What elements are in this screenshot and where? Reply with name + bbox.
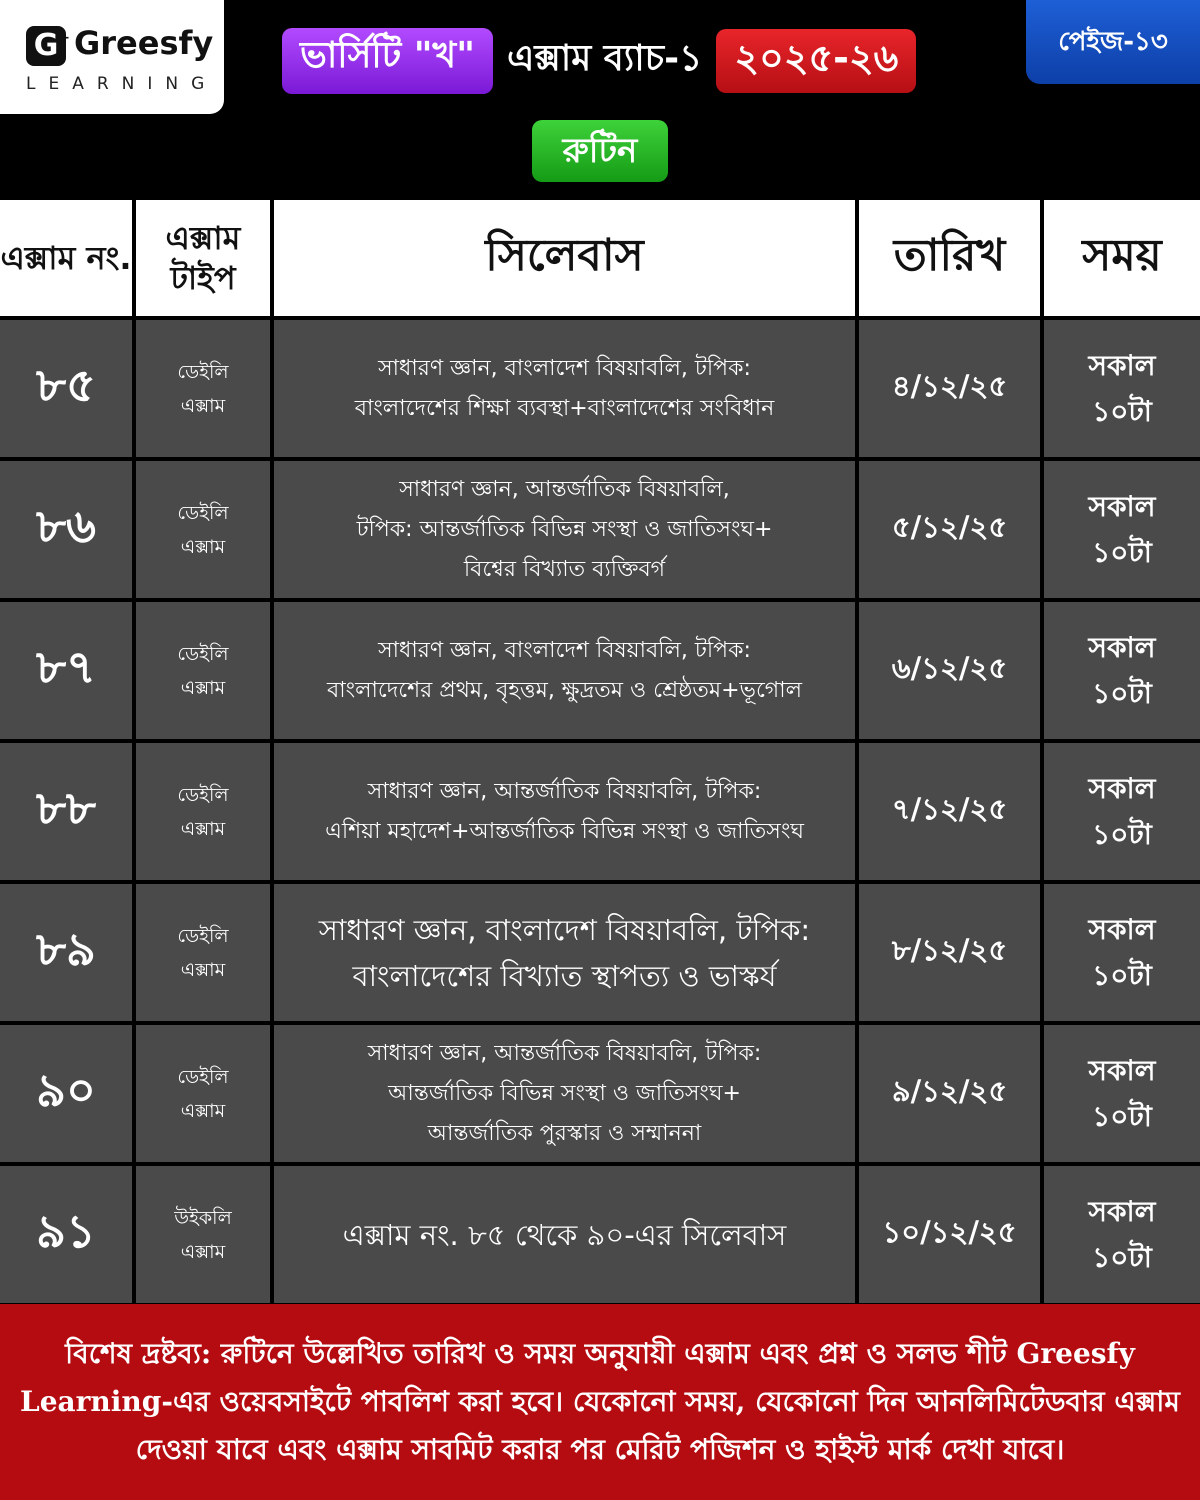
exam-type-line: এক্সাম bbox=[180, 1099, 226, 1122]
exam-time-line: ১০টা bbox=[1092, 817, 1152, 851]
syllabus-line: টপিক: আন্তর্জাতিক বিভিন্ন সংস্থা ও জাতিসংঘ+ bbox=[356, 516, 773, 542]
exam-time-cell bbox=[1044, 1025, 1200, 1166]
exam-time-cell bbox=[1044, 884, 1200, 1025]
greesfy-logo-icon: G + bbox=[26, 26, 66, 66]
syllabus-line: বাংলাদেশের বিখ্যাত স্থাপত্য ও ভাস্কর্য bbox=[352, 958, 777, 993]
title-row bbox=[282, 28, 916, 94]
syllabus-line: আন্তর্জাতিক বিভিন্ন সংস্থা ও জাতিসংঘ+ bbox=[388, 1080, 741, 1106]
syllabus-line: আন্তর্জাতিক পুরস্কার ও সম্মাননা bbox=[427, 1120, 702, 1146]
table-row bbox=[0, 461, 1200, 602]
syllabus-line: সাধারণ জ্ঞান, বাংলাদেশ বিষয়াবলি, টপিক: bbox=[378, 637, 751, 663]
syllabus-cell bbox=[274, 743, 859, 884]
exam-type-cell bbox=[136, 743, 274, 884]
brand-subtitle: LEARNING bbox=[26, 74, 218, 94]
exam-type-line: এক্সাম bbox=[180, 817, 226, 840]
syllabus-line: বাংলাদেশের শিক্ষা ব্যবস্থা+বাংলাদেশের সংবিধান bbox=[354, 395, 775, 421]
table-row bbox=[0, 884, 1200, 1025]
exam-time-line: সকাল bbox=[1088, 771, 1156, 805]
syllabus-line: এশিয়া মহাদেশ+আন্তর্জাতিক বিভিন্ন সংস্থা ও জাতিসংঘ bbox=[325, 818, 804, 844]
exam-date: ১০/১২/২৫ bbox=[859, 1166, 1044, 1307]
routine-label: রুটিন bbox=[532, 120, 668, 182]
exam-number: ৮৮ bbox=[0, 743, 136, 884]
exam-type-line: এক্সাম bbox=[180, 394, 226, 417]
exam-time-line: সকাল bbox=[1088, 489, 1156, 523]
table-body bbox=[0, 320, 1200, 1307]
table-row bbox=[0, 1166, 1200, 1307]
brand-logo[interactable] bbox=[0, 0, 224, 114]
header-time: সময় bbox=[1044, 200, 1200, 320]
exam-type-line: এক্সাম bbox=[180, 535, 226, 558]
exam-type-line: ডেইলি bbox=[177, 783, 229, 806]
syllabus-cell bbox=[274, 461, 859, 602]
syllabus-line: সাধারণ জ্ঞান, আন্তর্জাতিক বিষয়াবলি, bbox=[399, 476, 730, 502]
exam-date: ৬/১২/২৫ bbox=[859, 602, 1044, 743]
exam-type-line: ডেইলি bbox=[177, 642, 229, 665]
exam-number: ৮৭ bbox=[0, 602, 136, 743]
syllabus-line: এক্সাম নং. ৮৫ থেকে ৯০-এর সিলেবাস bbox=[342, 1217, 787, 1252]
syllabus-cell bbox=[274, 1166, 859, 1307]
syllabus-cell bbox=[274, 320, 859, 461]
exam-time-cell bbox=[1044, 320, 1200, 461]
exam-type-line: উইকলি bbox=[174, 1206, 232, 1229]
exam-time-line: ১০টা bbox=[1092, 1099, 1152, 1133]
exam-number: ৯০ bbox=[0, 1025, 136, 1166]
header-date: তারিখ bbox=[859, 200, 1044, 320]
exam-time-cell bbox=[1044, 602, 1200, 743]
exam-type-cell bbox=[136, 320, 274, 461]
exam-type-line: এক্সাম bbox=[180, 676, 226, 699]
table-row bbox=[0, 320, 1200, 461]
syllabus-line: সাধারণ জ্ঞান, আন্তর্জাতিক বিষয়াবলি, টপিক: bbox=[367, 778, 762, 804]
exam-date: ৯/১২/২৫ bbox=[859, 1025, 1044, 1166]
table-row bbox=[0, 602, 1200, 743]
routine-table bbox=[0, 200, 1200, 1307]
exam-time-line: সকাল bbox=[1088, 630, 1156, 664]
exam-time-line: ১০টা bbox=[1092, 1240, 1152, 1274]
exam-type-line: এক্সাম bbox=[180, 958, 226, 981]
exam-time-cell bbox=[1044, 1166, 1200, 1307]
exam-date: ৭/১২/২৫ bbox=[859, 743, 1044, 884]
exam-time-line: ১০টা bbox=[1092, 958, 1152, 992]
exam-type-line: ডেইলি bbox=[177, 924, 229, 947]
exam-date: ৫/১২/২৫ bbox=[859, 461, 1044, 602]
exam-time-cell bbox=[1044, 743, 1200, 884]
exam-date: ৪/১২/২৫ bbox=[859, 320, 1044, 461]
exam-type-cell bbox=[136, 461, 274, 602]
table-row bbox=[0, 743, 1200, 884]
exam-type-line: এক্সাম bbox=[180, 1240, 226, 1263]
syllabus-line: সাধারণ জ্ঞান, বাংলাদেশ বিষয়াবলি, টপিক: bbox=[318, 912, 811, 947]
special-note-text: বিশেষ দ্রষ্টব্য: রুটিনে উল্লেখিত তারিখ ও সময় অনুযায়ী এক্সাম এবং প্রশ্ন ও সলভ শীট Greesfy Learning-এর ওয়েবসাইটে পাবলিশ করা হবে। যেকোনো সময়, যেকোনো দিন আনলিমিটেডবার এক্সাম দেওয়া যাবে এবং এক্সাম সাবমিট করার পর মেরিট পজিশন ও হাইস্ট মার্ক দেখা যাবে। bbox=[20, 1337, 1180, 1466]
syllabus-line: বাংলাদেশের প্রথম, বৃহত্তম, ক্ষুদ্রতম ও শ্রেষ্ঠতম+ভূগোল bbox=[326, 677, 802, 703]
special-note-footer bbox=[0, 1304, 1200, 1500]
varsity-badge: ভার্সিটি "খ" bbox=[282, 28, 493, 94]
table-row bbox=[0, 1025, 1200, 1166]
exam-time-line: সকাল bbox=[1088, 1194, 1156, 1228]
syllabus-line: বিশ্বের বিখ্যাত ব্যক্তিবর্গ bbox=[463, 556, 666, 582]
brand-name: Greesfy bbox=[74, 24, 214, 62]
table-header-row bbox=[0, 200, 1200, 320]
exam-type-cell bbox=[136, 1025, 274, 1166]
session-badge: ২০২৫-২৬ bbox=[716, 29, 916, 93]
exam-date: ৮/১২/২৫ bbox=[859, 884, 1044, 1025]
batch-title: এক্সাম ব্যাচ-১ bbox=[506, 38, 703, 79]
exam-time-line: ১০টা bbox=[1092, 394, 1152, 428]
exam-time-cell bbox=[1044, 461, 1200, 602]
exam-number: ৮৫ bbox=[0, 320, 136, 461]
syllabus-cell bbox=[274, 884, 859, 1025]
exam-time-line: সকাল bbox=[1088, 1053, 1156, 1087]
exam-type-cell bbox=[136, 884, 274, 1025]
exam-time-line: সকাল bbox=[1088, 348, 1156, 382]
exam-number: ৮৯ bbox=[0, 884, 136, 1025]
exam-time-line: সকাল bbox=[1088, 912, 1156, 946]
exam-time-line: ১০টা bbox=[1092, 535, 1152, 569]
exam-type-line: ডেইলি bbox=[177, 501, 229, 524]
header-syllabus: সিলেবাস bbox=[274, 200, 859, 320]
syllabus-cell bbox=[274, 1025, 859, 1166]
syllabus-line: সাধারণ জ্ঞান, বাংলাদেশ বিষয়াবলি, টপিক: bbox=[378, 355, 751, 381]
exam-number: ৮৬ bbox=[0, 461, 136, 602]
exam-type-line: ডেইলি bbox=[177, 1065, 229, 1088]
syllabus-cell bbox=[274, 602, 859, 743]
header-exam-no: এক্সাম নং. bbox=[0, 200, 136, 320]
exam-type-cell bbox=[136, 602, 274, 743]
syllabus-line: সাধারণ জ্ঞান, আন্তর্জাতিক বিষয়াবলি, টপিক: bbox=[367, 1040, 762, 1066]
header-exam-type: এক্সাম টাইপ bbox=[136, 200, 274, 320]
page-number-badge: পেইজ-১৩ bbox=[1026, 0, 1200, 84]
exam-time-line: ১০টা bbox=[1092, 676, 1152, 710]
exam-type-line: ডেইলি bbox=[177, 360, 229, 383]
header bbox=[0, 0, 1200, 200]
exam-number: ৯১ bbox=[0, 1166, 136, 1307]
exam-type-cell bbox=[136, 1166, 274, 1307]
